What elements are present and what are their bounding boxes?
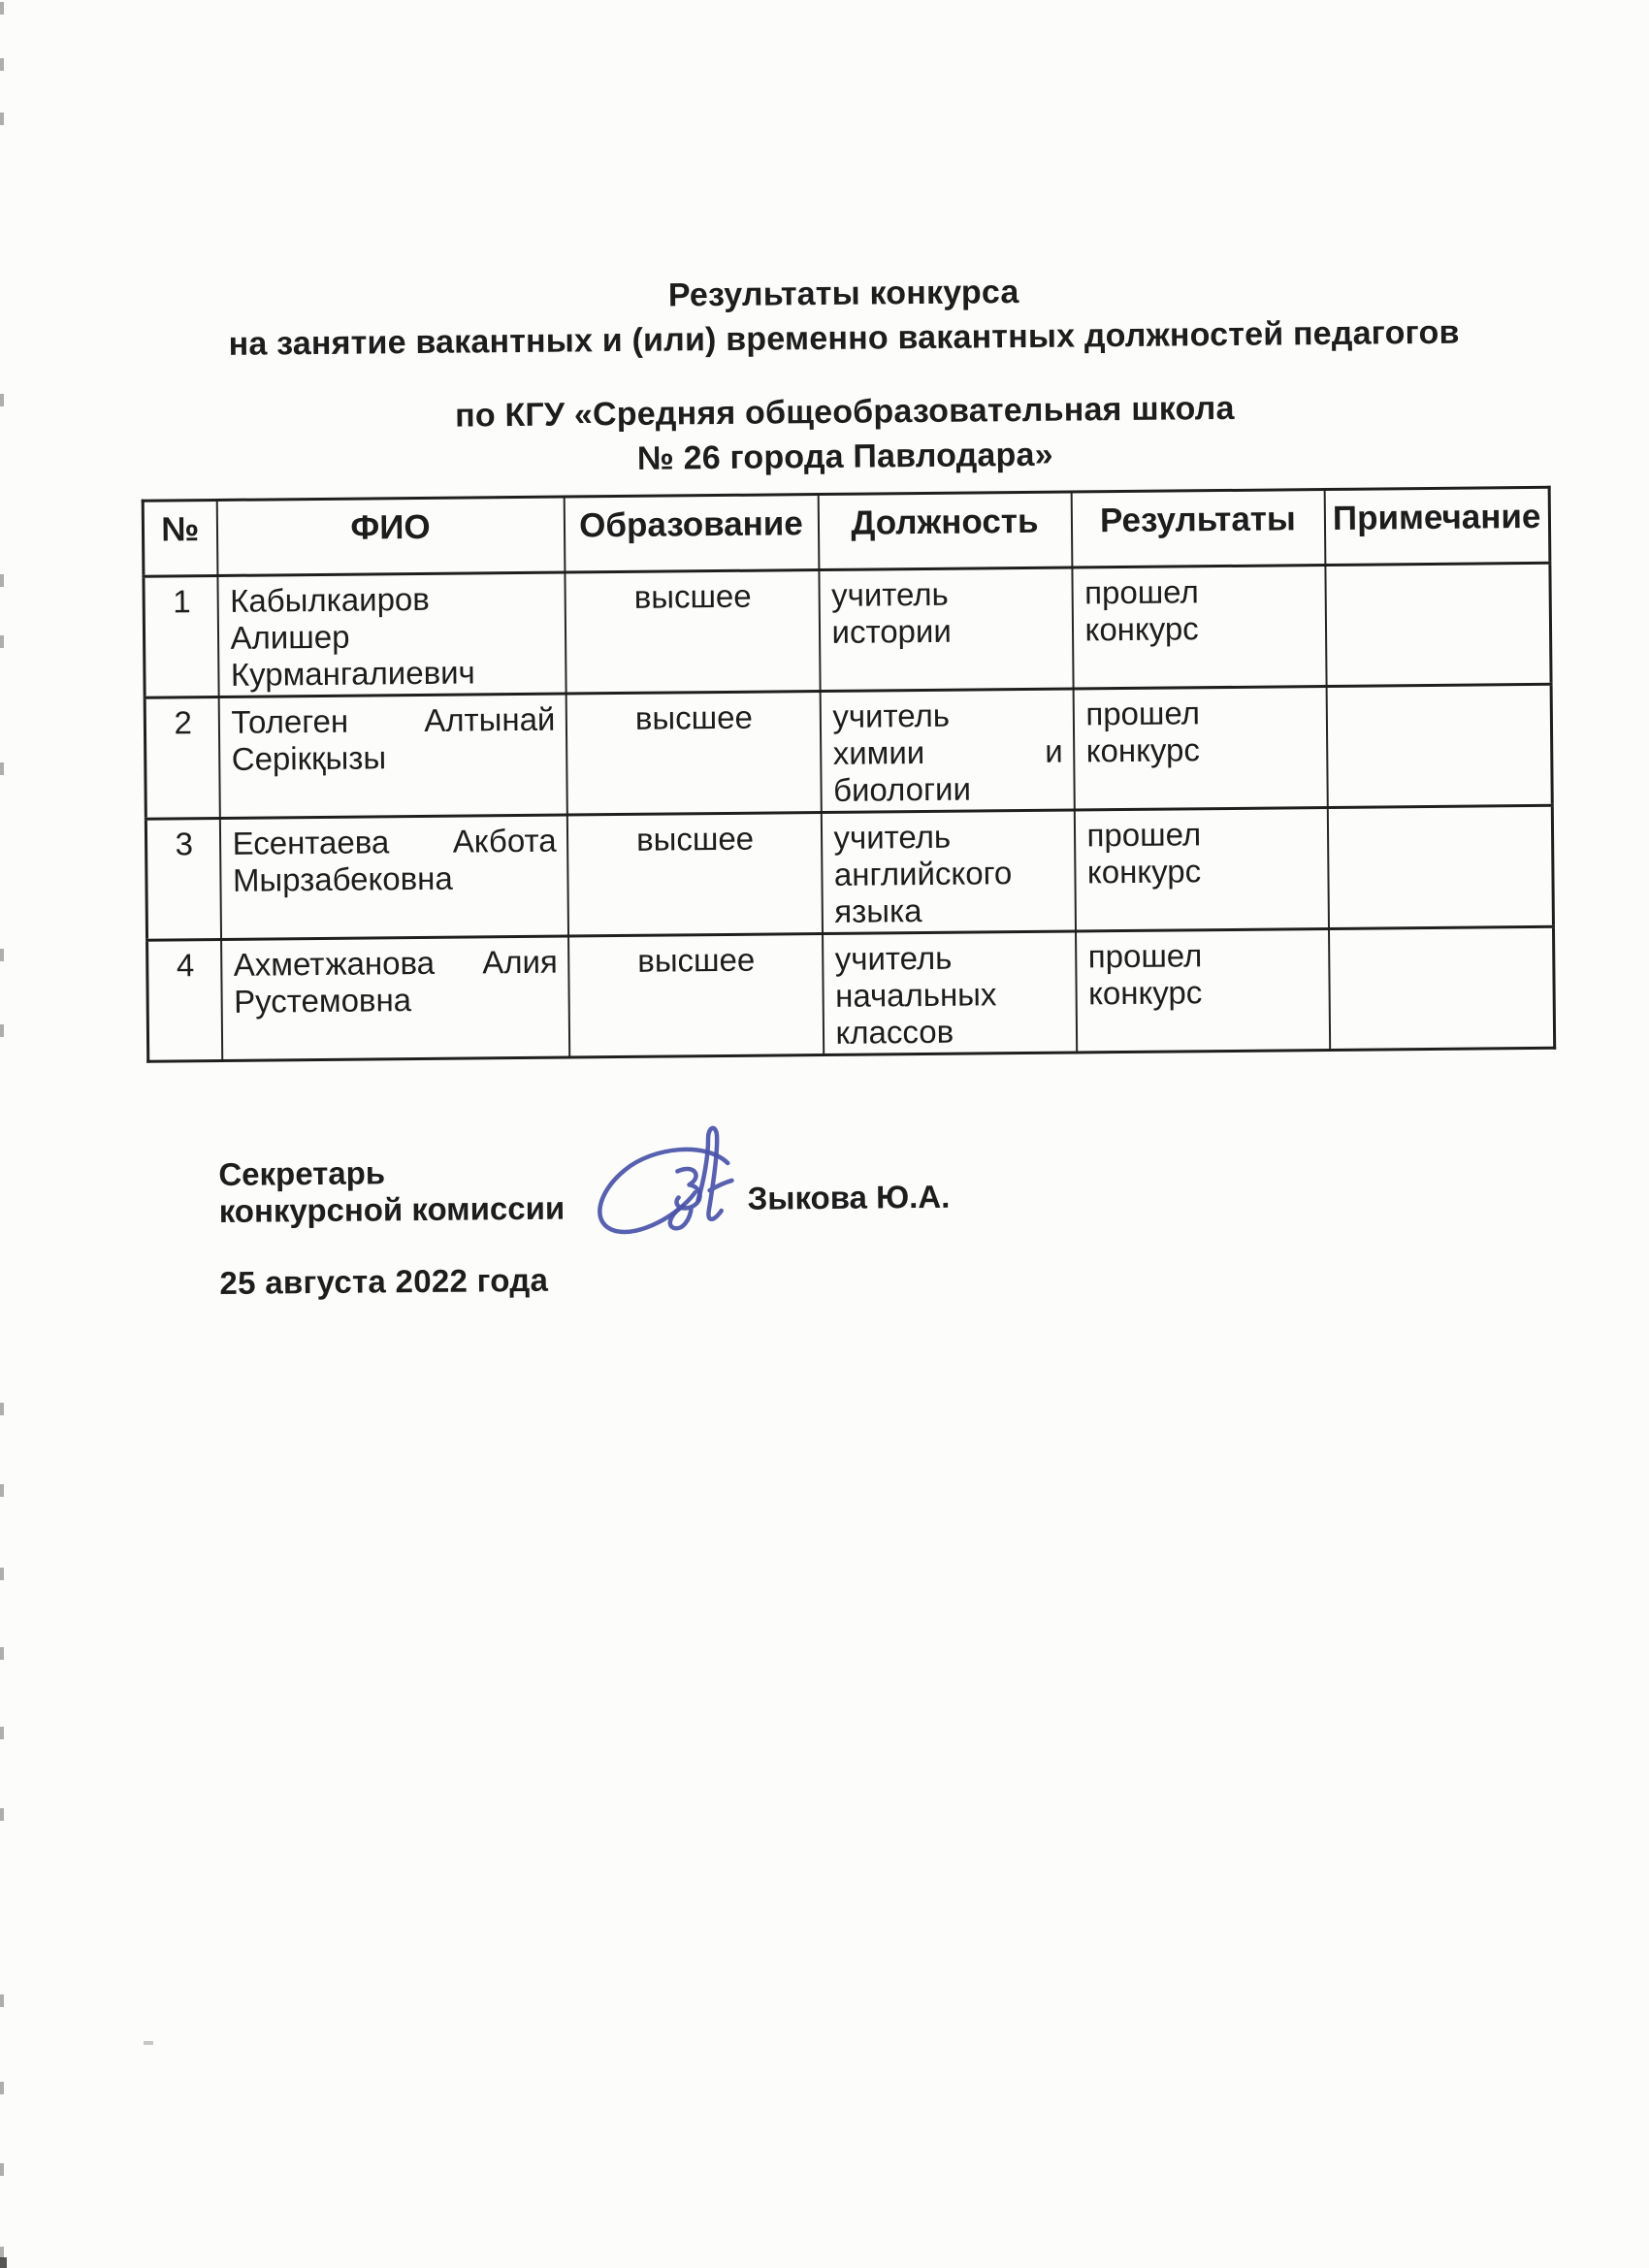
scan-edge-tick bbox=[0, 1727, 4, 1739]
cell-line: высшее bbox=[633, 577, 752, 615]
scan-edge-tick bbox=[0, 574, 4, 587]
cell-line: биологии bbox=[832, 770, 972, 808]
cell-line: учитель bbox=[834, 939, 953, 977]
title-line-3: по КГУ «Средняя общеобразовательная школа bbox=[454, 389, 1235, 435]
scan-edge-tick bbox=[0, 113, 4, 125]
cell-number bbox=[145, 697, 219, 819]
cell-note bbox=[1328, 926, 1554, 1050]
scan-edge-tick bbox=[0, 1994, 4, 2007]
cell-word: Алтынай bbox=[424, 700, 556, 738]
col-header-position: Должность bbox=[818, 492, 1072, 570]
cell-line bbox=[232, 823, 556, 862]
scan-edge-tick bbox=[0, 1808, 4, 1821]
cell-line: прошел bbox=[1087, 937, 1203, 975]
cell-fio bbox=[217, 572, 566, 697]
cell-word: Толеген bbox=[231, 702, 349, 740]
title-line-1: Результаты конкурса bbox=[667, 274, 1019, 314]
cell-line: учитель bbox=[830, 575, 949, 613]
signature-stroke-tail bbox=[697, 1128, 732, 1219]
cell-line: Серікқызы bbox=[231, 739, 387, 777]
cell-result bbox=[1072, 566, 1326, 689]
cell-position bbox=[820, 689, 1074, 812]
document-title bbox=[48, 264, 1641, 487]
cell-line bbox=[833, 733, 1063, 772]
cell-line: высшее bbox=[634, 698, 754, 736]
cell-result bbox=[1076, 929, 1330, 1053]
cell-position bbox=[821, 810, 1075, 933]
cell-line: 4 bbox=[176, 947, 195, 984]
cell-line: 2 bbox=[174, 704, 192, 741]
results-table bbox=[142, 486, 1557, 1063]
cell-line: конкурс bbox=[1086, 853, 1202, 891]
scan-corner-artifact bbox=[0, 2257, 7, 2268]
cell-word: Акбота bbox=[452, 822, 557, 859]
col-header-num: № bbox=[143, 500, 217, 576]
cell-line: учитель bbox=[833, 818, 952, 856]
cell-line: Курмангалиевич bbox=[230, 654, 475, 693]
table-row bbox=[145, 684, 1552, 819]
scan-edge-tick bbox=[0, 1568, 4, 1580]
cell-line bbox=[1338, 570, 1538, 572]
scan-edge-tick bbox=[0, 1647, 4, 1660]
cell-fio bbox=[221, 936, 569, 1060]
cell-word: химии bbox=[832, 733, 925, 771]
scan-edge-tick bbox=[0, 1403, 4, 1415]
col-header-education: Образование bbox=[564, 495, 819, 573]
cell-line: конкурс bbox=[1085, 731, 1201, 769]
scan-edge-tick bbox=[0, 1484, 4, 1497]
table-row bbox=[144, 563, 1551, 697]
cell-line bbox=[1340, 813, 1540, 815]
cell-line bbox=[1339, 692, 1539, 694]
cell-result bbox=[1073, 687, 1327, 810]
cell-position bbox=[823, 931, 1077, 1054]
table-header-row bbox=[143, 487, 1550, 576]
scan-edge-tick bbox=[0, 635, 4, 648]
scan-edge-tick bbox=[0, 762, 4, 775]
scan-border-gap-artifact bbox=[1445, 911, 1460, 921]
cell-result bbox=[1074, 808, 1328, 931]
col-header-result: Результаты bbox=[1071, 490, 1325, 568]
cell-line bbox=[234, 944, 558, 984]
cell-line: Мырзабековна bbox=[232, 859, 453, 898]
scan-edge-tick bbox=[0, 949, 4, 961]
cell-education bbox=[565, 570, 820, 695]
cell-number bbox=[146, 818, 220, 940]
cell-word: и bbox=[1045, 732, 1063, 769]
cell-line: 1 bbox=[173, 583, 191, 620]
title-line-4: № 26 города Павлодара» bbox=[636, 436, 1053, 477]
results-table-wrap bbox=[142, 486, 1557, 1063]
table-row bbox=[147, 926, 1555, 1061]
cell-line: прошел bbox=[1083, 573, 1199, 611]
signature-stroke-letters bbox=[669, 1169, 700, 1228]
cell-education bbox=[566, 692, 821, 816]
cell-word: Ахметжанова bbox=[233, 944, 436, 983]
cell-line: английского bbox=[833, 855, 1013, 892]
signatory-name: Зыкова Ю.А. bbox=[747, 1178, 951, 1216]
cell-word: Алия bbox=[482, 943, 558, 981]
cell-line: языка bbox=[834, 892, 922, 929]
signatory-role-line-1: Секретарь bbox=[218, 1154, 386, 1192]
scan-edge-tick bbox=[0, 58, 4, 71]
cell-education bbox=[568, 934, 824, 1058]
handwritten-signature-icon bbox=[586, 1113, 752, 1250]
cell-line: прошел bbox=[1085, 695, 1201, 732]
title-line-2: на занятие вакантных и (или) временно вакантных должностей педагогов bbox=[228, 313, 1460, 363]
cell-line: прошел bbox=[1086, 816, 1202, 854]
cell-word: Есентаева bbox=[232, 824, 390, 861]
document-date: 25 августа 2022 года bbox=[219, 1261, 549, 1301]
cell-number bbox=[147, 939, 222, 1061]
cell-line: Кабылкаиров bbox=[230, 580, 431, 619]
cell-education bbox=[566, 813, 822, 937]
scan-edge-tick bbox=[0, 1024, 4, 1037]
table-row bbox=[146, 805, 1553, 940]
cell-line bbox=[1342, 934, 1542, 936]
cell-line: высшее bbox=[635, 820, 755, 858]
cell-line: истории bbox=[831, 612, 952, 650]
scan-edge-tick bbox=[0, 2163, 4, 2176]
cell-line: 3 bbox=[175, 826, 194, 862]
cell-line: высшее bbox=[637, 941, 756, 979]
cell-line: Алишер bbox=[230, 618, 350, 656]
scan-edge-tick bbox=[0, 2082, 4, 2094]
cell-note bbox=[1327, 805, 1553, 928]
scan-edge-tick bbox=[0, 394, 4, 406]
signatory-role bbox=[218, 1153, 565, 1230]
cell-note bbox=[1325, 563, 1551, 686]
cell-fio bbox=[219, 815, 567, 939]
col-header-note: Примечание bbox=[1324, 487, 1550, 565]
scan-stray-mark bbox=[144, 2041, 153, 2045]
cell-line: начальных bbox=[834, 976, 997, 1014]
col-header-fio: ФИО bbox=[216, 497, 565, 575]
cell-line bbox=[231, 701, 555, 741]
cell-note bbox=[1326, 684, 1552, 807]
cell-line: классов bbox=[835, 1013, 954, 1051]
scan-edge-tick bbox=[0, 2, 4, 15]
signatory-role-line-2: конкурсной комиссии bbox=[218, 1189, 566, 1229]
cell-line: конкурс bbox=[1087, 974, 1203, 1012]
cell-number bbox=[144, 575, 218, 697]
cell-fio bbox=[218, 694, 566, 818]
cell-line: учитель bbox=[832, 697, 951, 734]
cell-line: Рустемовна bbox=[233, 982, 412, 1020]
cell-position bbox=[819, 567, 1073, 691]
cell-line: конкурс bbox=[1084, 610, 1199, 648]
